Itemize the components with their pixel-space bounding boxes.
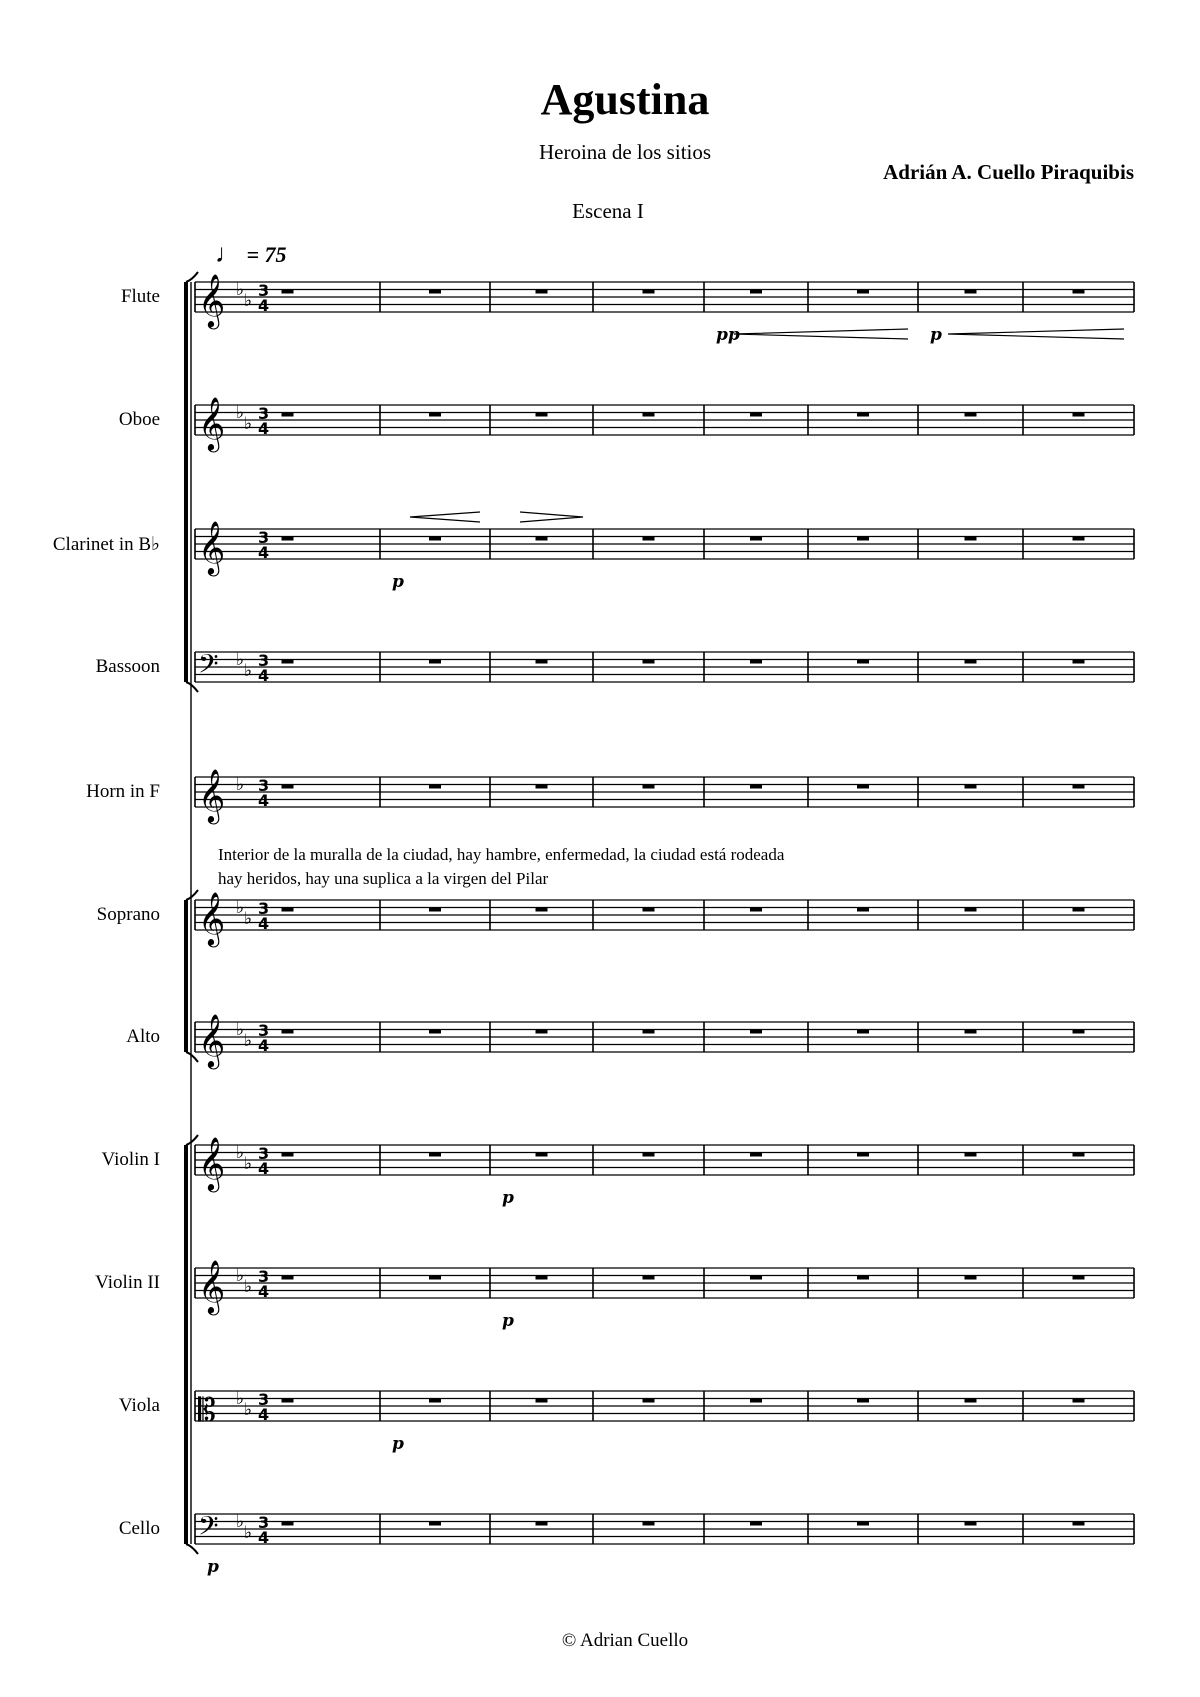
measure-rest [536, 908, 548, 912]
measure-rest [1073, 537, 1085, 541]
measure-rest [750, 785, 762, 789]
measure-rest [1073, 1399, 1085, 1403]
measure-rest [857, 537, 869, 541]
time-signature-bottom: 4 [258, 1036, 270, 1055]
instrument-label: Viola [118, 1395, 160, 1416]
measure-rest [282, 290, 294, 294]
flat-icon: ♭ [236, 1389, 245, 1409]
woodwind-bracket-bottom [186, 682, 198, 692]
measure-rest [857, 1399, 869, 1403]
measure-rest [643, 537, 655, 541]
voice-bracket-bottom [186, 1052, 198, 1062]
measure-rest [429, 785, 441, 789]
measure-rest [750, 1276, 762, 1280]
measure-rest [965, 537, 977, 541]
treble-clef-icon: 𝄞 [198, 396, 226, 450]
flat-icon: ♭ [236, 898, 245, 918]
measure-rest [536, 1276, 548, 1280]
flat-icon: ♭ [236, 1020, 245, 1040]
dynamic-pp: pp [716, 325, 740, 345]
measure-rest [282, 413, 294, 417]
instrument-label: Soprano [96, 904, 160, 925]
flat-icon: ♭ [244, 414, 253, 434]
measure-rest [857, 1276, 869, 1280]
time-signature-top: 3 [258, 404, 270, 423]
measure-rest [857, 1153, 869, 1157]
measure-rest [965, 1030, 977, 1034]
score-title: Agustina [540, 75, 710, 124]
measure-rest [643, 1522, 655, 1526]
measure-rest [857, 785, 869, 789]
measure-rest [429, 908, 441, 912]
measure-rest [750, 1153, 762, 1157]
flat-icon: ♭ [244, 1031, 253, 1051]
dynamic-p: p [392, 572, 404, 592]
instrument-label: Violin II [95, 1272, 160, 1293]
measure-rest [750, 413, 762, 417]
dynamic-p: p [502, 1311, 514, 1331]
flat-icon: ♭ [244, 1400, 253, 1420]
measure-rest [965, 660, 977, 664]
instrument-label: Bassoon [95, 656, 160, 677]
measure-rest [750, 660, 762, 664]
time-signature-bottom: 4 [258, 1282, 270, 1301]
measure-rest [643, 290, 655, 294]
measure-rest [643, 1153, 655, 1157]
measure-rest [965, 1153, 977, 1157]
flat-icon: ♭ [244, 1154, 253, 1174]
quarter-note-icon: ♩ [215, 239, 241, 268]
treble-clef-icon: 𝄞 [198, 1136, 226, 1190]
measure-rest [536, 1030, 548, 1034]
measure-rest [536, 1399, 548, 1403]
measure-rest [643, 1030, 655, 1034]
measure-rest [1073, 660, 1085, 664]
dynamic-p: p [502, 1188, 514, 1208]
measure-rest [1073, 785, 1085, 789]
measure-rest [429, 413, 441, 417]
flat-icon: ♭ [236, 1266, 245, 1286]
measure-rest [536, 1522, 548, 1526]
measure-rest [750, 290, 762, 294]
time-signature-bottom: 4 [258, 1528, 270, 1547]
flat-icon: ♭ [244, 909, 253, 929]
measure-rest [536, 660, 548, 664]
measure-rest [536, 537, 548, 541]
time-signature-top: 3 [258, 776, 270, 795]
measure-rest [536, 785, 548, 789]
measure-rest [965, 785, 977, 789]
flat-icon: ♭ [236, 280, 245, 300]
measure-rest [965, 908, 977, 912]
woodwind-bracket-top [186, 272, 198, 282]
time-signature-bottom: 4 [258, 666, 270, 685]
measure-rest [857, 413, 869, 417]
treble-clef-icon: 𝄞 [198, 1013, 226, 1067]
flat-icon: ♭ [236, 650, 245, 670]
measure-rest [1073, 1276, 1085, 1280]
alto-clef-icon: 𝄡 [198, 1391, 216, 1429]
time-signature-top: 3 [258, 528, 270, 547]
strings-bracket-bottom [186, 1544, 198, 1554]
instrument-label: Oboe [118, 409, 160, 430]
bass-clef-icon: 𝄢 [198, 648, 219, 686]
measure-rest [857, 660, 869, 664]
measure-rest [857, 908, 869, 912]
instrument-label: Clarinet in B♭ [52, 534, 160, 555]
time-signature-top: 3 [258, 651, 270, 670]
treble-clef-icon: 𝄞 [198, 891, 226, 945]
instrument-label: Alto [126, 1026, 160, 1047]
hairpin-cresc [948, 329, 1124, 339]
dynamic-p: p [930, 325, 942, 345]
measure-rest [429, 1522, 441, 1526]
score-subtitle: Heroina de los sitios [538, 140, 712, 164]
measure-rest [429, 290, 441, 294]
treble-clef-icon: 𝄞 [198, 520, 226, 574]
copyright-footer: © Adrian Cuello [561, 1630, 689, 1651]
measure-rest [1073, 290, 1085, 294]
measure-rest [1073, 1522, 1085, 1526]
instrument-label: Horn in F [86, 781, 160, 802]
measure-rest [965, 413, 977, 417]
measure-rest [282, 908, 294, 912]
instrument-label: Cello [118, 1518, 160, 1539]
stage-direction-line-2: hay heridos, hay una suplica a la virgen del Pilar [218, 869, 549, 888]
measure-rest [536, 290, 548, 294]
measure-rest [282, 1522, 294, 1526]
time-signature-bottom: 4 [258, 543, 270, 562]
hairpin-cresc [410, 512, 480, 522]
measure-rest [282, 1153, 294, 1157]
measure-rest [965, 1276, 977, 1280]
measure-rest [536, 413, 548, 417]
composer-name: Adrián A. Cuello Piraquibis [883, 160, 1134, 184]
measure-rest [282, 660, 294, 664]
flat-icon: ♭ [244, 1523, 253, 1543]
time-signature-top: 3 [258, 1267, 270, 1286]
instrument-label: Flute [120, 286, 160, 307]
time-signature-bottom: 4 [258, 419, 270, 438]
stage-direction-line-1: Interior de la muralla de la ciudad, hay hambre, enfermedad, la ciudad está rodeada [218, 845, 785, 864]
measure-rest [857, 1030, 869, 1034]
time-signature-top: 3 [258, 1390, 270, 1409]
measure-rest [857, 290, 869, 294]
measure-rest [750, 1030, 762, 1034]
measure-rest [429, 1153, 441, 1157]
flat-icon: ♭ [236, 1143, 245, 1163]
dynamic-p: p [392, 1434, 404, 1454]
measure-rest [965, 1522, 977, 1526]
time-signature-top: 3 [258, 899, 270, 918]
measure-rest [1073, 1030, 1085, 1034]
time-signature-top: 3 [258, 1513, 270, 1532]
measure-rest [643, 908, 655, 912]
hairpin-cresc [734, 329, 908, 339]
measure-rest [643, 785, 655, 789]
time-signature-top: 3 [258, 281, 270, 300]
flat-icon: ♭ [236, 403, 245, 423]
treble-clef-icon: 𝄞 [198, 1259, 226, 1313]
time-signature-top: 3 [258, 1021, 270, 1040]
measure-rest [643, 413, 655, 417]
measure-rest [965, 1399, 977, 1403]
measure-rest [429, 660, 441, 664]
time-signature-bottom: 4 [258, 296, 270, 315]
bass-clef-icon: 𝄢 [198, 1510, 219, 1548]
time-signature-bottom: 4 [258, 1159, 270, 1178]
time-signature-bottom: 4 [258, 791, 270, 810]
measure-rest [750, 908, 762, 912]
measure-rest [1073, 413, 1085, 417]
measure-rest [429, 1276, 441, 1280]
measure-rest [282, 785, 294, 789]
strings-bracket-top [186, 1135, 198, 1145]
measure-rest [643, 1399, 655, 1403]
measure-rest [429, 1399, 441, 1403]
time-signature-bottom: 4 [258, 914, 270, 933]
voice-bracket-top [186, 890, 198, 900]
measure-rest [965, 290, 977, 294]
measure-rest [282, 1399, 294, 1403]
hairpin-dim [520, 512, 583, 522]
measure-rest [429, 1030, 441, 1034]
measure-rest [643, 1276, 655, 1280]
flat-icon: ♭ [244, 1277, 253, 1297]
flat-icon: ♭ [244, 291, 253, 311]
tempo-value: = 75 [246, 242, 287, 267]
measure-rest [429, 537, 441, 541]
measure-rest [1073, 1153, 1085, 1157]
measure-rest [1073, 908, 1085, 912]
flat-icon: ♭ [236, 1512, 245, 1532]
measure-rest [750, 537, 762, 541]
treble-clef-icon: 𝄞 [198, 273, 226, 327]
measure-rest [750, 1399, 762, 1403]
scene-label: Escena I [572, 199, 644, 223]
time-signature-top: 3 [258, 1144, 270, 1163]
dynamic-p: p [207, 1557, 219, 1577]
instrument-label: Violin I [101, 1149, 160, 1170]
treble-clef-icon: 𝄞 [198, 768, 226, 822]
flat-icon: ♭ [236, 775, 245, 795]
measure-rest [282, 1030, 294, 1034]
measure-rest [857, 1522, 869, 1526]
measure-rest [282, 537, 294, 541]
flat-icon: ♭ [244, 661, 253, 681]
measure-rest [536, 1153, 548, 1157]
measure-rest [643, 660, 655, 664]
measure-rest [282, 1276, 294, 1280]
time-signature-bottom: 4 [258, 1405, 270, 1424]
measure-rest [750, 1522, 762, 1526]
